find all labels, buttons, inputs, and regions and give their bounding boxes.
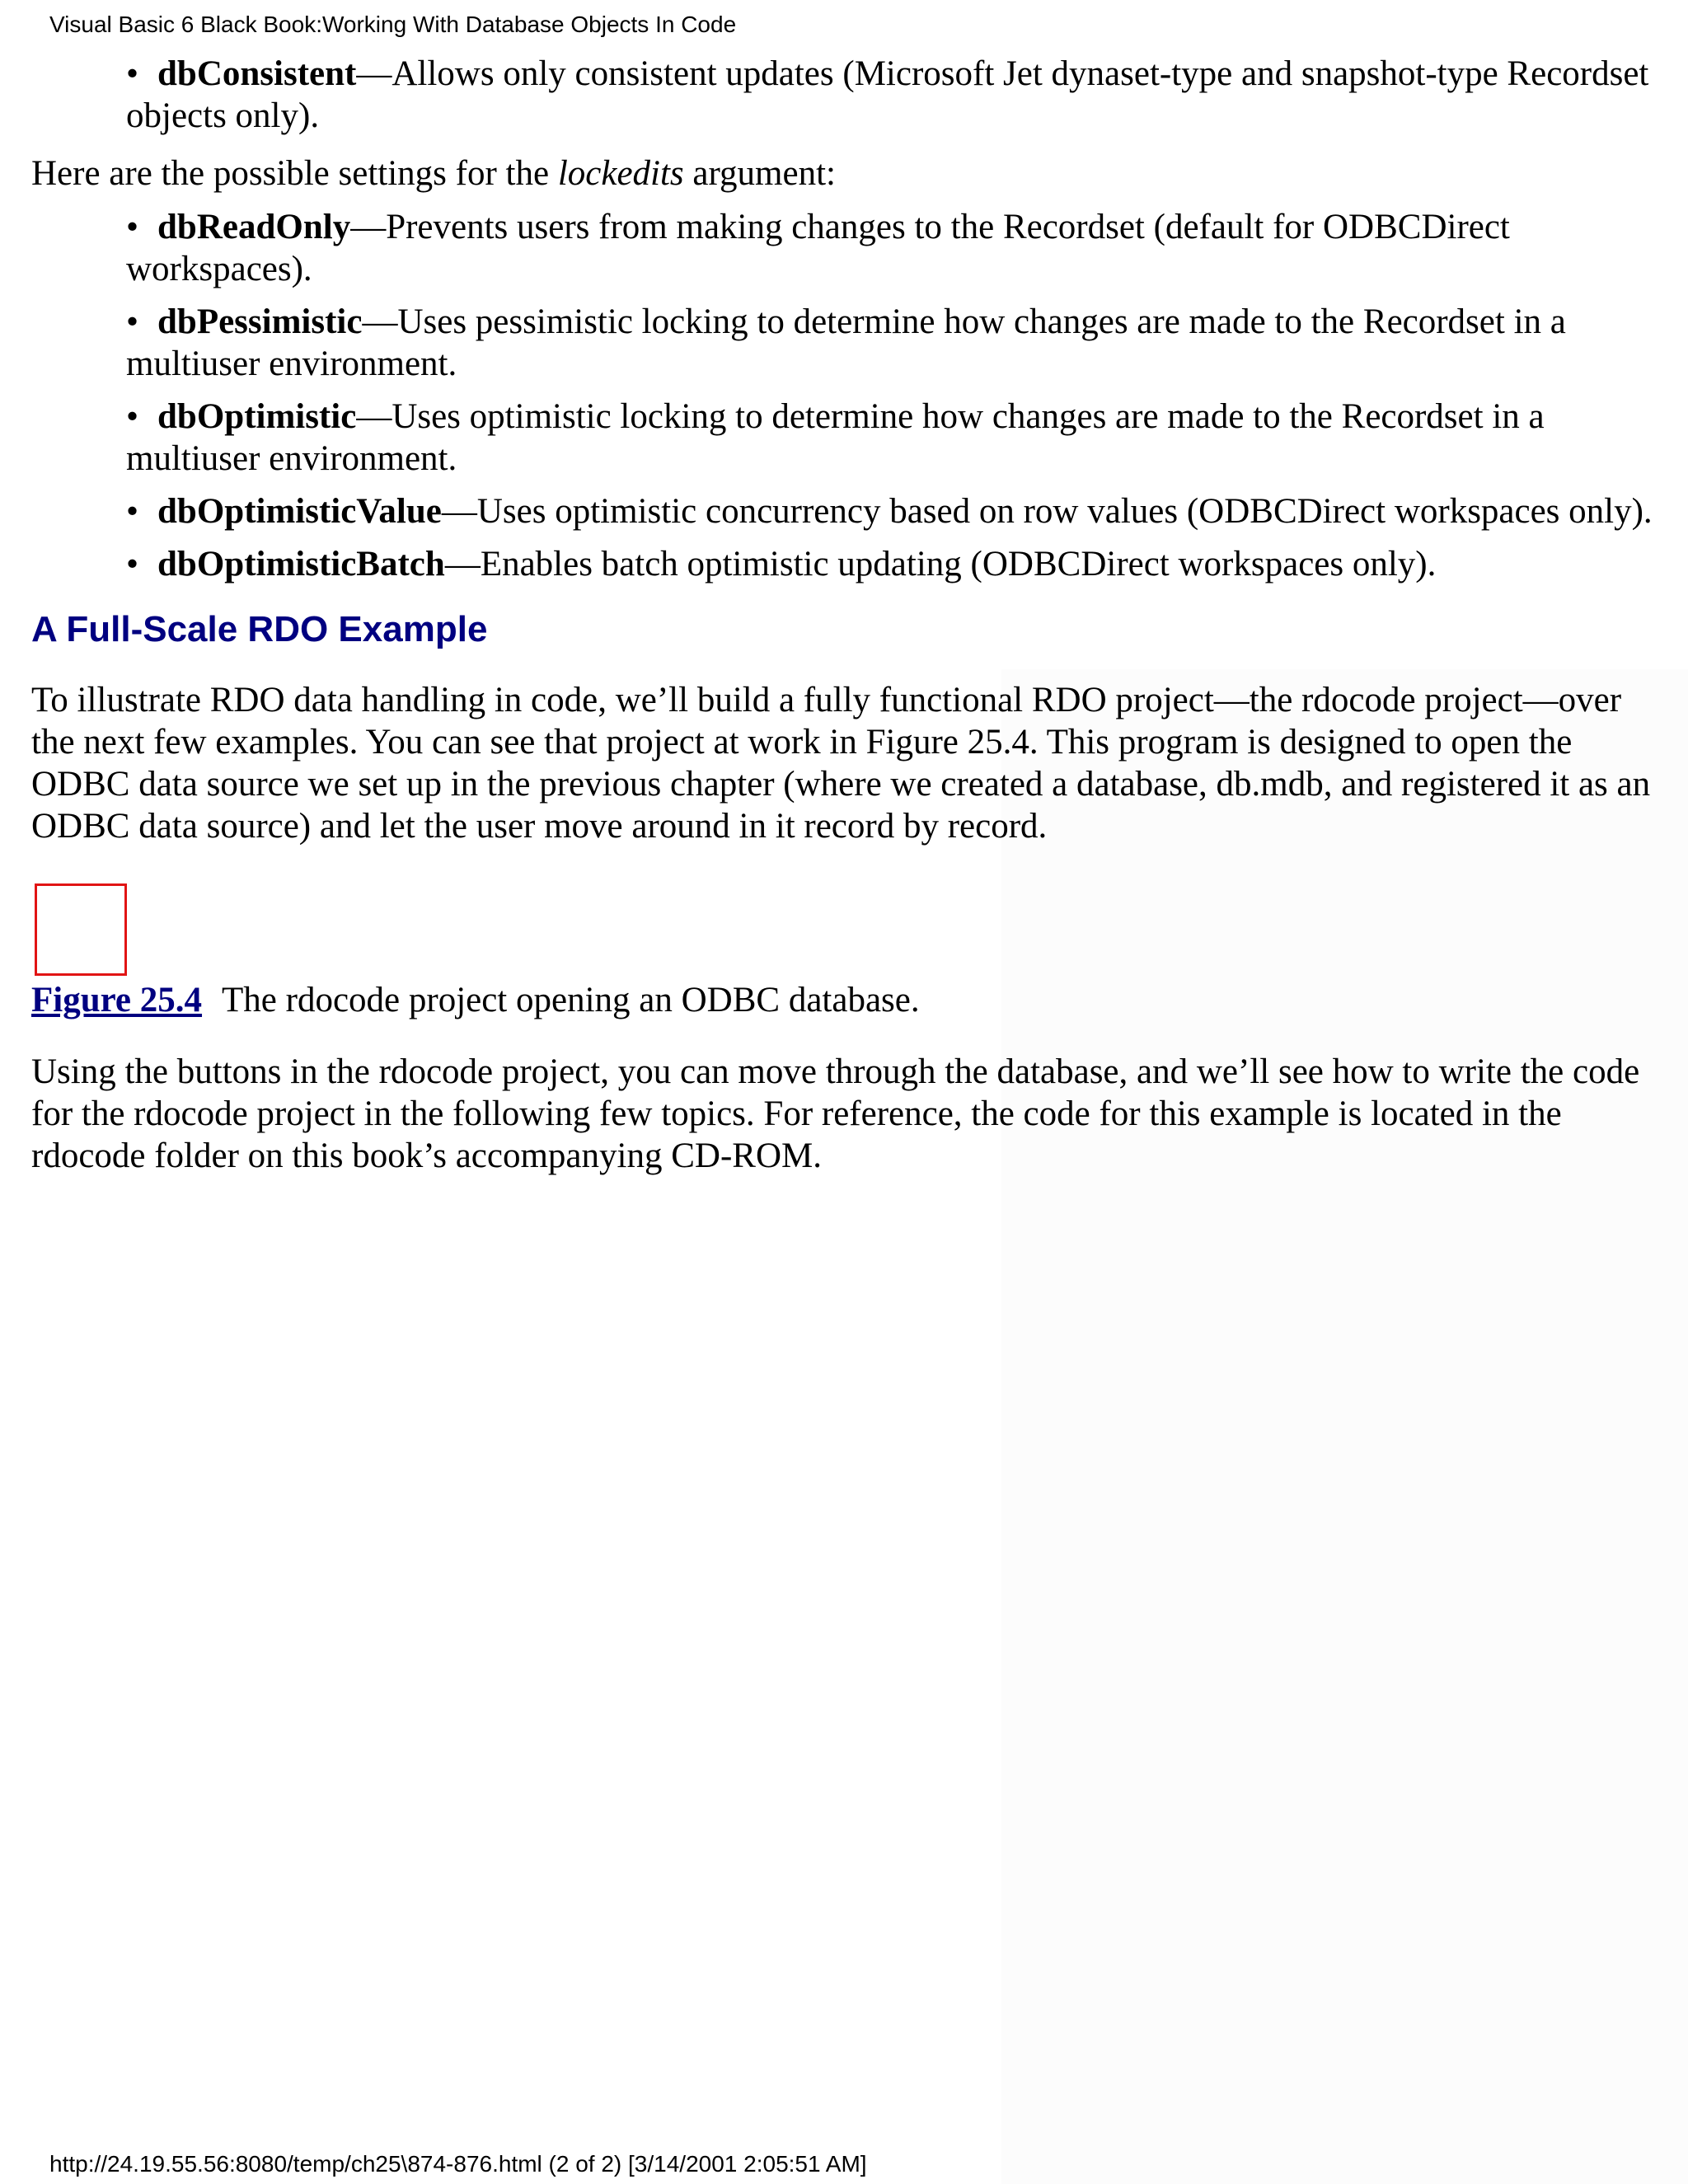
list-item-desc: —Prevents users from making changes to the Recordset (default for ODBCDirect workspaces). [126,208,1510,288]
bullet-icon: • [126,54,139,93]
list-item-term: dbOptimisticValue [157,492,442,531]
bullet-icon: • [126,545,139,583]
section-heading: A Full-Scale RDO Example [31,609,488,649]
list-item-desc: —Uses optimistic locking to determine how changes are made to the Recordset in a multiuser environment. [126,397,1545,478]
intro-emphasis: lockedits [557,154,684,193]
list-item-term: dbPessimistic [157,302,363,341]
bullet-icon: • [126,397,139,436]
list-item [126,53,1655,137]
list-item-term: dbConsistent [157,54,357,93]
document-body [31,53,1655,1177]
lockedits-list [31,206,1655,585]
list-item-term: dbOptimistic [157,397,357,436]
list-item-desc: —Uses optimistic concurrency based on row values (ODBCDirect workspaces only). [441,492,1653,531]
figure-caption [31,979,1655,1021]
lockedits-intro [31,152,1655,194]
figure-placeholder-image[interactable] [35,883,127,976]
list-item [126,206,1655,290]
intro-text: Here are the possible settings for the [31,154,558,193]
list-item-desc: —Allows only consistent updates (Microsoft Jet dynaset-type and snapshot-type Recordset objects only). [126,54,1649,135]
page-header-title: Visual Basic 6 Black Book:Working With Database Objects In Code [49,12,737,37]
section-paragraph-1: To illustrate RDO data handling in code, we’ll build a fully functional RDO project—the rdocode project—over the next few examples. You can see that project at work in Figure 25.4. This program is designed to open the ODBC data source we set up in the previous chapter (where we created a database, db.mdb, and registered it as an ODBC data source) and let the user move around in it record by record. [31,681,1651,846]
consistency-list [31,53,1655,137]
list-item-desc: —Uses pessimistic locking to determine how changes are made to the Recordset in a multiuser environment. [126,302,1566,383]
bullet-icon: • [126,492,139,531]
list-item-term: dbReadOnly [157,208,351,246]
list-item [126,301,1655,385]
list-item [126,543,1655,585]
intro-text-end: argument: [683,154,836,193]
figure-link[interactable]: Figure 25.4 [31,981,203,1019]
list-item-desc: —Enables batch optimistic updating (ODBCDirect workspaces only). [444,545,1437,583]
page-footer-url: http://24.19.55.56:8080/temp/ch25\874-876.html (2 of 2) [3/14/2001 2:05:51 AM] [49,2151,867,2177]
list-item [126,490,1655,532]
list-item [126,396,1655,480]
bullet-icon: • [126,302,139,341]
figure-caption-text: The rdocode project opening an ODBC database. [222,981,920,1019]
section-paragraph-2: Using the buttons in the rdocode project, you can move through the database, and we’ll see how to write the code for the rdocode project in the following few topics. For reference, the code for this example is located in the rdocode folder on this book’s accompanying CD-ROM. [31,1052,1640,1175]
list-item-term: dbOptimisticBatch [157,545,445,583]
bullet-icon: • [126,208,139,246]
